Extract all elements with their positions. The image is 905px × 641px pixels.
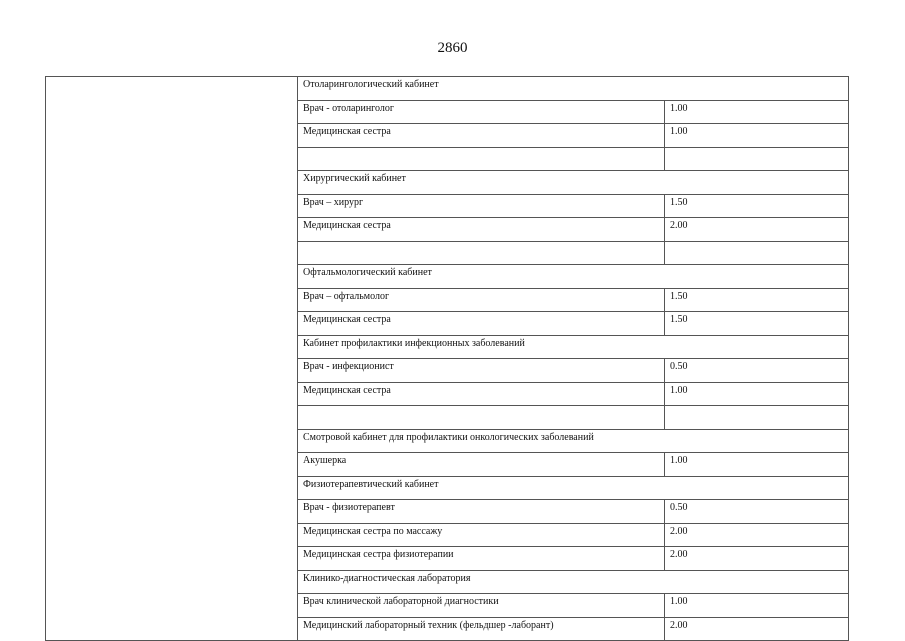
section-title: Офтальмологический кабинет (298, 265, 849, 289)
position-name: Медицинская сестра (298, 218, 665, 242)
position-name: Врач - отоларинголог (298, 100, 665, 124)
section-title: Смотровой кабинет для профилактики онкологических заболеваний (298, 429, 849, 453)
position-name (298, 406, 665, 430)
position-name: Врач - инфекционист (298, 359, 665, 383)
position-name: Врач - физиотерапевт (298, 500, 665, 524)
staffing-table-body (46, 77, 849, 641)
position-rate: 2.00 (665, 218, 849, 242)
position-name (298, 241, 665, 265)
position-name: Врач – хирург (298, 194, 665, 218)
position-name: Акушерка (298, 453, 665, 477)
position-name (298, 147, 665, 171)
position-rate: 1.50 (665, 312, 849, 336)
position-rate: 2.00 (665, 547, 849, 571)
position-name: Медицинская сестра (298, 312, 665, 336)
position-name: Врач клинической лабораторной диагностики (298, 594, 665, 618)
position-rate: 1.00 (665, 594, 849, 618)
section-title: Хирургический кабинет (298, 171, 849, 195)
blank-first-column (46, 77, 298, 641)
position-name: Врач – офтальмолог (298, 288, 665, 312)
page-number: 2860 (437, 40, 468, 56)
staffing-table (45, 76, 849, 641)
position-rate: 1.00 (665, 100, 849, 124)
position-rate: 2.00 (665, 523, 849, 547)
position-rate: 1.50 (665, 194, 849, 218)
section-title: Физиотерапевтический кабинет (298, 476, 849, 500)
section-title: Кабинет профилактики инфекционных заболеваний (298, 335, 849, 359)
position-name: Медицинская сестра физиотерапии (298, 547, 665, 571)
position-rate: 1.50 (665, 288, 849, 312)
position-name: Медицинская сестра (298, 124, 665, 148)
position-name: Медицинская сестра (298, 382, 665, 406)
position-rate (665, 147, 849, 171)
section-row (46, 77, 849, 101)
position-rate: 1.00 (665, 453, 849, 477)
position-name: Медицинский лабораторный техник (фельдшер -лаборант) (298, 617, 665, 641)
position-rate (665, 241, 849, 265)
section-title: Отоларингологический кабинет (298, 77, 849, 101)
position-rate (665, 406, 849, 430)
position-rate: 1.00 (665, 382, 849, 406)
position-rate: 0.50 (665, 359, 849, 383)
section-title: Клинико-диагностическая лаборатория (298, 570, 849, 594)
position-rate: 0.50 (665, 500, 849, 524)
position-rate: 1.00 (665, 124, 849, 148)
position-name: Медицинская сестра по массажу (298, 523, 665, 547)
position-rate: 2.00 (665, 617, 849, 641)
